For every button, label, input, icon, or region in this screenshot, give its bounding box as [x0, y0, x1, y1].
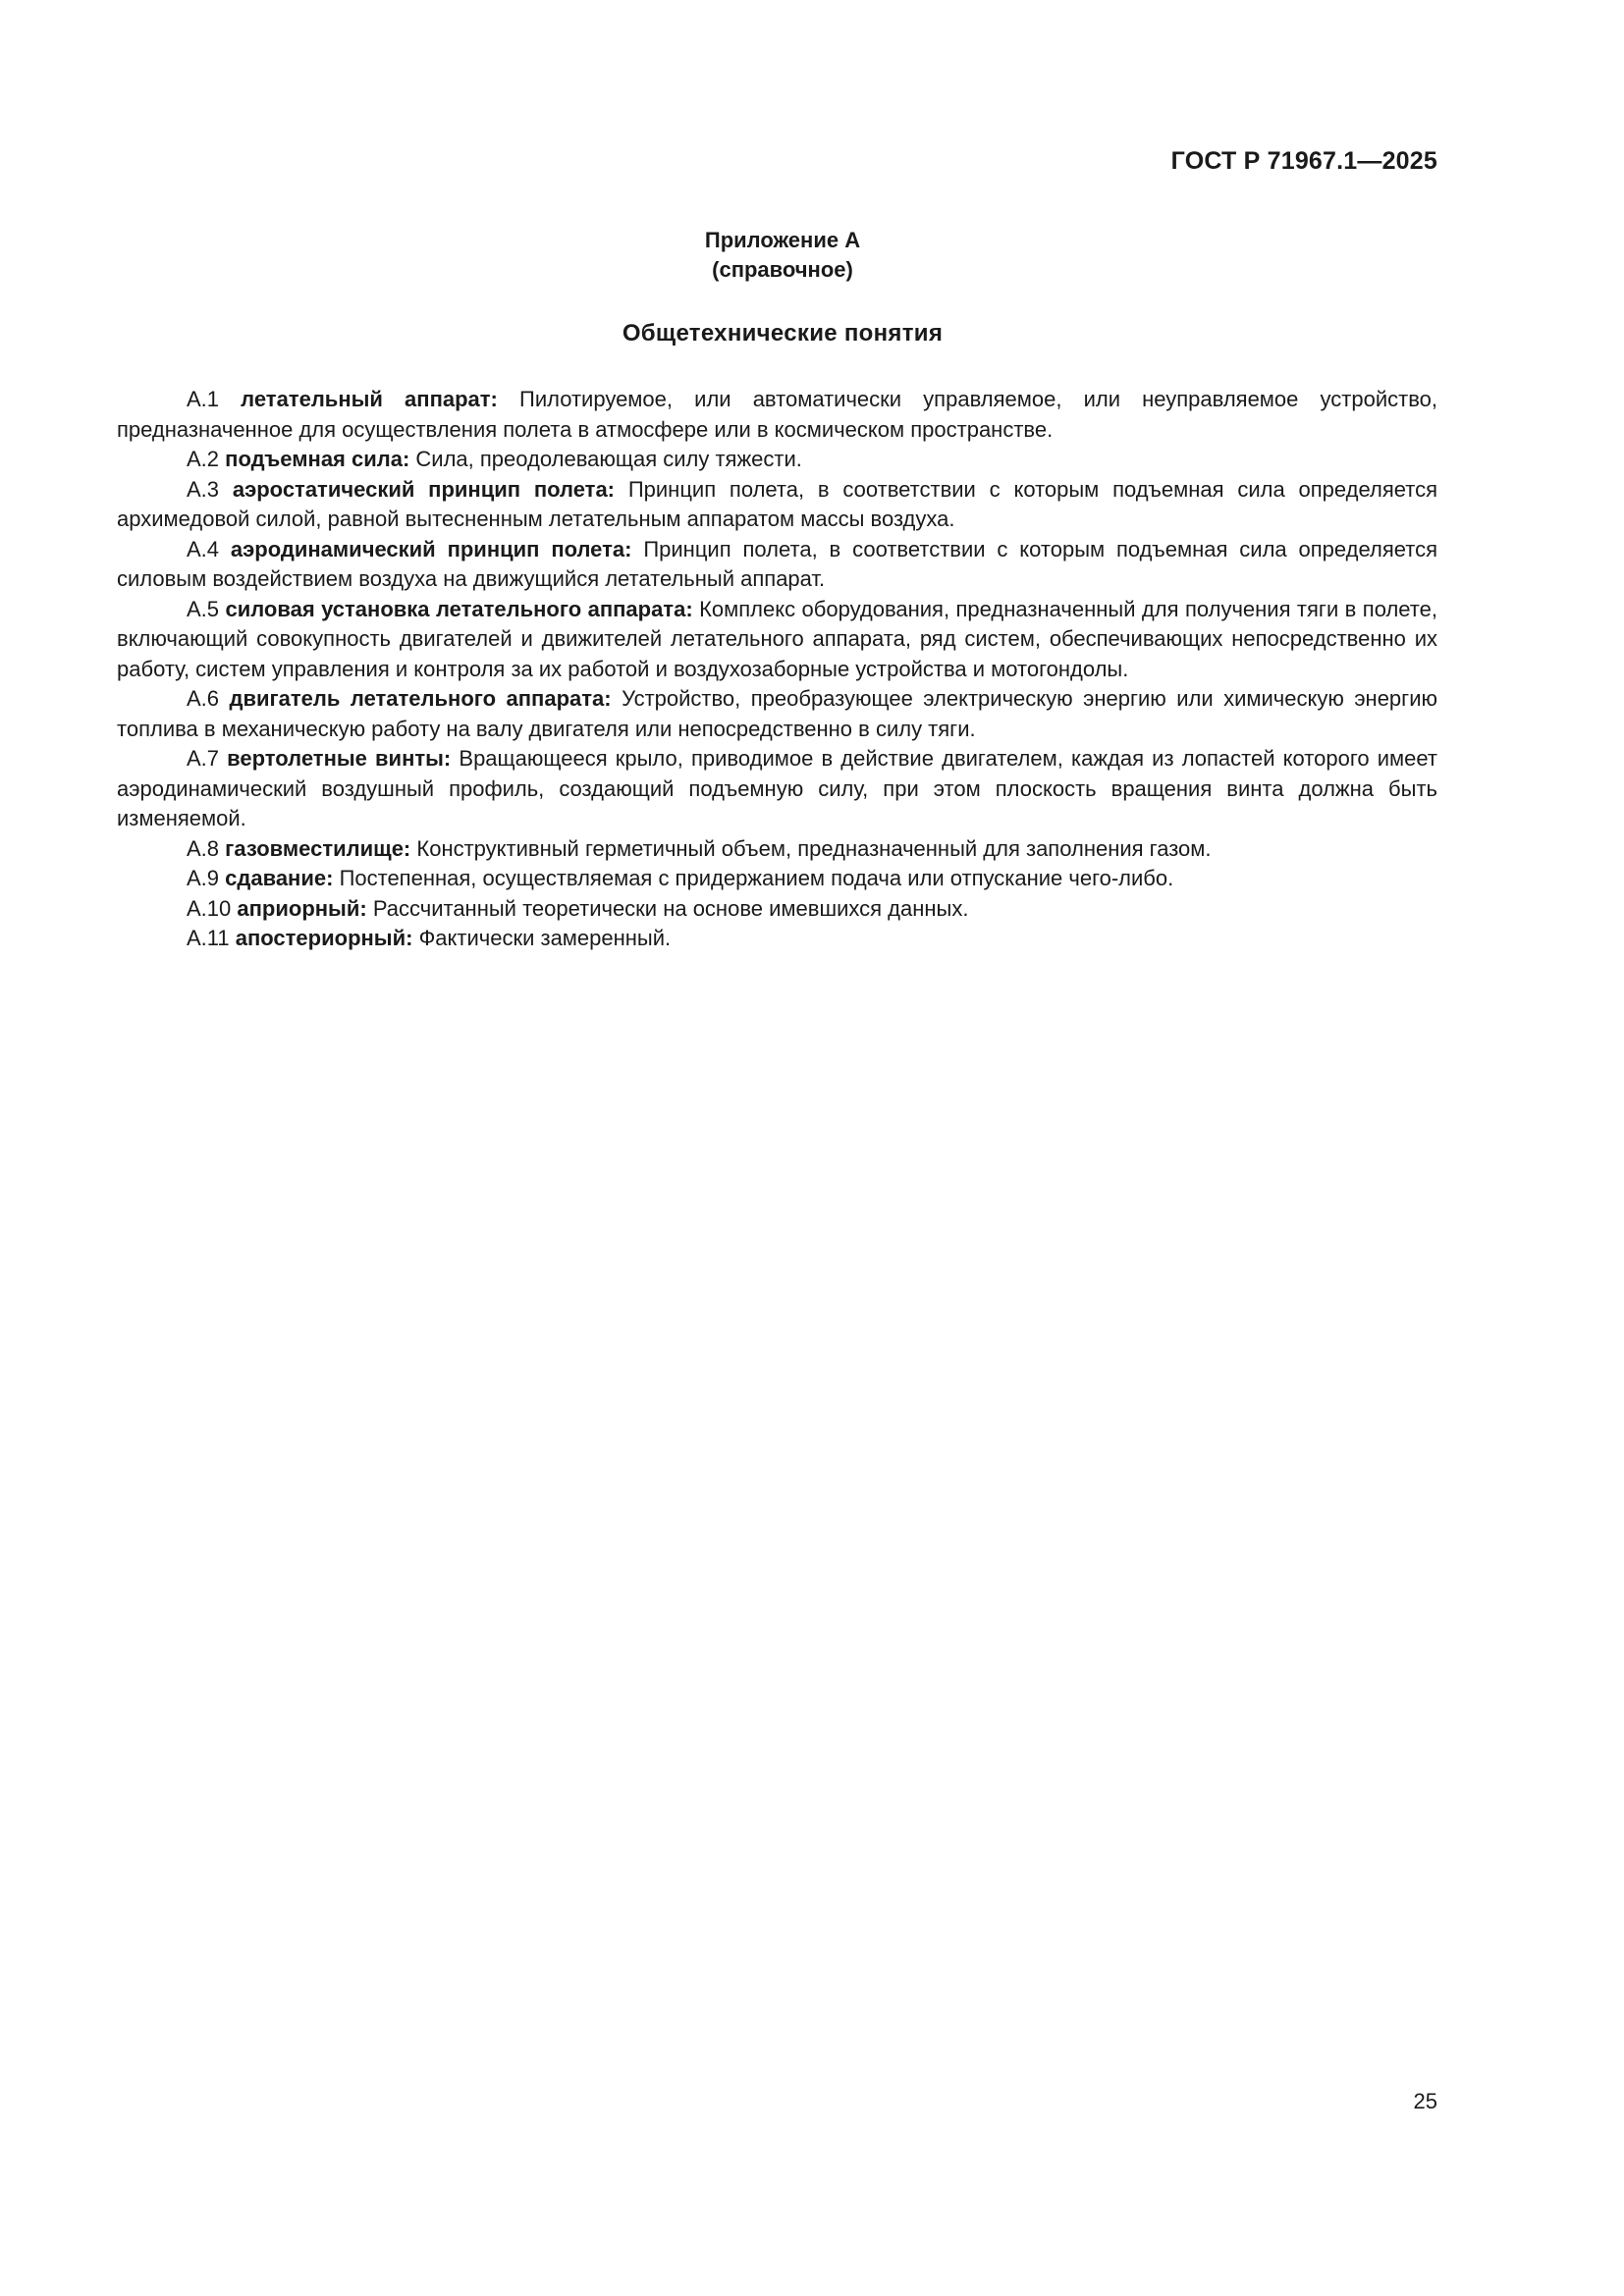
term-name: сдавание:	[225, 866, 334, 890]
term-name: априорный:	[237, 895, 367, 921]
term-definition: Вращающееся крыло, приводимое в действие двигателем, каждая из лопастей которого имеет аэродинамический воздушный профиль, создающий подъемную силу, при этом плоскость вращения винта должна быть изменяемой.	[117, 746, 1437, 830]
appendix-title: Приложение А	[704, 228, 861, 252]
term-name: подъемная сила:	[225, 447, 410, 471]
term-entry	[117, 864, 1437, 894]
term-name: апостериорный:	[235, 926, 413, 950]
term-entry	[117, 924, 1437, 954]
term-name: газовместилище:	[225, 835, 411, 861]
term-number: А.5	[187, 596, 220, 621]
term-entry	[117, 535, 1437, 595]
page-number: 25	[1413, 2089, 1437, 2113]
term-entry	[117, 475, 1437, 535]
term-entry	[117, 595, 1437, 685]
term-number: А.4	[187, 536, 220, 561]
term-name: летательный аппарат:	[241, 387, 498, 411]
term-definition: Сила, преодолевающая силу тяжести.	[415, 447, 802, 471]
term-definition: Рассчитанный теоретически на основе имевшихся данных.	[372, 895, 969, 921]
term-definition: Постепенная, осуществляемая с придержанием подача или отпускание чего-либо.	[339, 866, 1174, 890]
term-entry	[117, 445, 1437, 475]
term-entry	[117, 834, 1437, 865]
term-name: аэродинамический принцип полета:	[230, 536, 632, 561]
term-entry	[117, 684, 1437, 744]
document-code: ГОСТ Р 71967.1—2025	[1170, 147, 1437, 175]
terms-list	[117, 385, 1437, 954]
term-name: двигатель летательного аппарата:	[229, 686, 612, 711]
term-entry	[117, 744, 1437, 834]
term-definition: Комплекс оборудования, предназначенный для получения тяги в полете, включающий совокупность двигателей и движителей летательного аппарата, ряд систем, обеспечивающих непосредственно их работу, систем управления и контроля за их работой и воздухозаборные устройства и мотогондолы.	[117, 596, 1437, 681]
term-number: А.1	[187, 387, 220, 411]
term-entry	[117, 385, 1437, 445]
appendix-type: (справочное)	[712, 257, 853, 282]
term-definition: Принцип полета, в соответствии с которым подъемная сила определяется силовым воздействием воздуха на движущийся летательный аппарат.	[117, 536, 1437, 591]
term-number: А.10	[187, 895, 232, 921]
term-name: вертолетные винты:	[227, 746, 452, 771]
section-title: Общетехнические понятия	[622, 320, 944, 347]
term-definition: Конструктивный герметичный объем, предназначенный для заполнения газом.	[416, 835, 1212, 861]
term-definition: Фактически замеренный.	[418, 926, 672, 950]
term-definition: Принцип полета, в соответствии с которым подъемная сила определяется архимедовой силой, равной вытесненным летательным аппаратом массы воздуха.	[117, 476, 1437, 531]
term-number: А.3	[187, 476, 220, 502]
term-entry	[117, 894, 1437, 925]
appendix-heading	[0, 226, 1565, 285]
term-name: силовая установка летательного аппарата:	[225, 596, 693, 621]
term-number: А.11	[187, 926, 230, 950]
term-number: А.6	[187, 686, 220, 711]
term-number: А.9	[187, 866, 220, 890]
term-definition: Устройство, преобразующее электрическую энергию или химическую энергию топлива в механическую работу на валу двигателя или непосредственно в силу тяги.	[117, 686, 1437, 741]
term-number: А.7	[187, 746, 220, 771]
term-number: А.2	[187, 447, 220, 471]
term-number: А.8	[187, 835, 220, 861]
term-name: аэростатический принцип полета:	[232, 476, 616, 502]
term-definition: Пилотируемое, или автоматически управляемое, или неуправляемое устройство, предназначенное для осуществления полета в атмосфере или в космическом пространстве.	[117, 387, 1437, 442]
